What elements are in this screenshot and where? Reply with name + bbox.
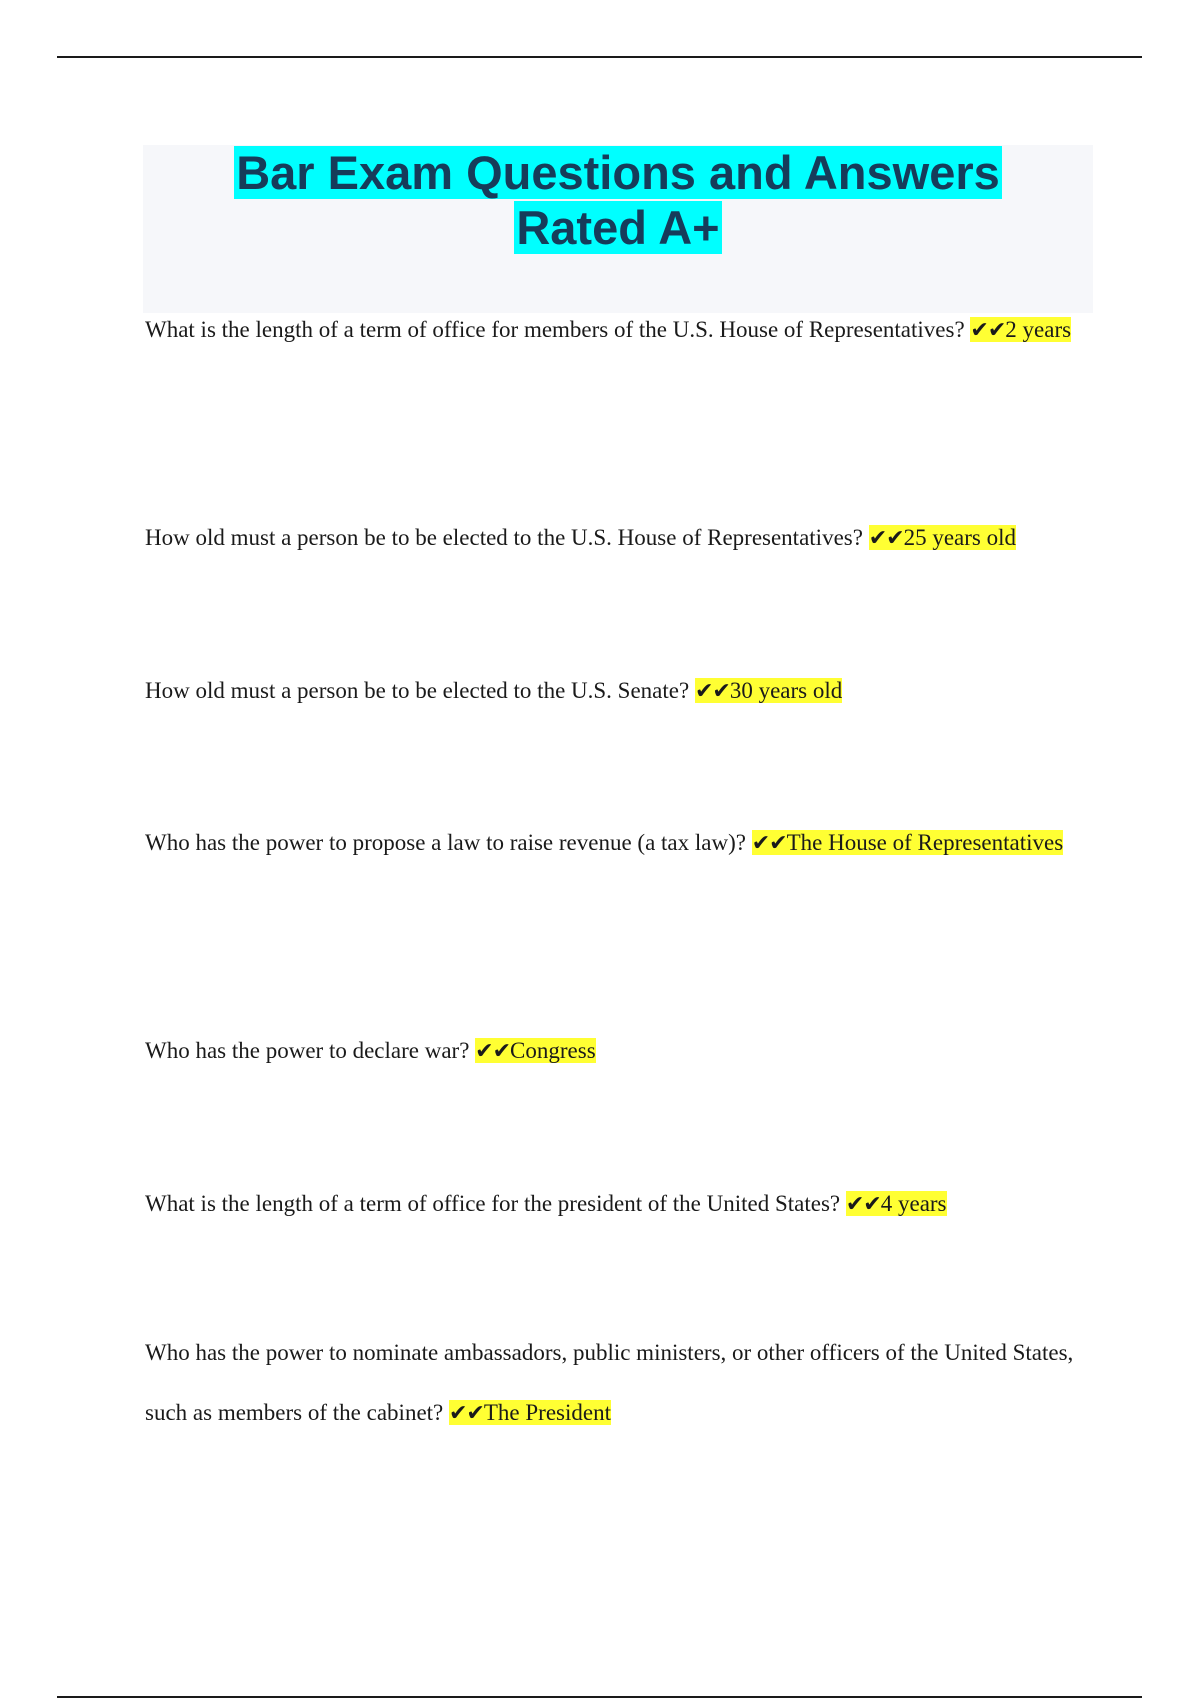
question-text: How old must a person be to be elected to the U.S. House of Representatives? [145, 525, 863, 550]
answer-highlight [846, 1191, 947, 1216]
qa-item-4 [145, 813, 1085, 874]
answer-text: Congress [510, 1038, 596, 1063]
answer-highlight [970, 317, 1071, 342]
question-text: Who has the power to declare war? [145, 1038, 470, 1063]
double-check-icon: ✔✔ [868, 526, 904, 551]
answer-highlight [475, 1038, 596, 1063]
answer-text: 4 years [880, 1191, 947, 1216]
title-banner [143, 145, 1093, 313]
answer-text: The President [483, 1400, 611, 1425]
double-check-icon: ✔✔ [475, 1039, 511, 1064]
bottom-rule [57, 1696, 1142, 1698]
title-line-1: Bar Exam Questions and Answers [236, 146, 1000, 199]
answer-highlight [752, 830, 1063, 855]
answer-text: 2 years [1005, 317, 1072, 342]
answer-text: 25 years old [903, 525, 1016, 550]
top-rule [57, 56, 1142, 58]
answer-highlight [869, 525, 1016, 550]
qa-item-5 [145, 1021, 1085, 1082]
question-text: Who has the power to propose a law to raise revenue (a tax law)? [145, 830, 746, 855]
question-text: Who has the power to nominate ambassadors, public ministers, or other officers of the United States, such as members of the cabinet? [145, 1340, 1074, 1425]
qa-item-3 [145, 661, 1085, 722]
page-title [143, 145, 1093, 255]
question-text: What is the length of a term of office for members of the U.S. House of Representatives? [145, 317, 965, 342]
qa-item-6 [145, 1174, 1085, 1235]
double-check-icon: ✔✔ [449, 1401, 484, 1426]
double-check-icon: ✔✔ [751, 831, 787, 856]
double-check-icon: ✔✔ [845, 1192, 881, 1217]
qa-item-7 [145, 1323, 1085, 1444]
answer-text: The House of Representatives [786, 830, 1064, 855]
answer-text: 30 years old [729, 678, 843, 703]
title-line-2: Rated A+ [516, 201, 720, 254]
double-check-icon: ✔✔ [970, 318, 1006, 343]
question-text: What is the length of a term of office for the president of the United States? [145, 1191, 841, 1216]
qa-item-2 [145, 508, 1085, 569]
answer-highlight [449, 1400, 611, 1425]
double-check-icon: ✔✔ [694, 679, 730, 704]
qa-item-1 [145, 300, 1085, 361]
answer-highlight [695, 678, 842, 703]
question-text: How old must a person be to be elected to the U.S. Senate? [145, 678, 690, 703]
